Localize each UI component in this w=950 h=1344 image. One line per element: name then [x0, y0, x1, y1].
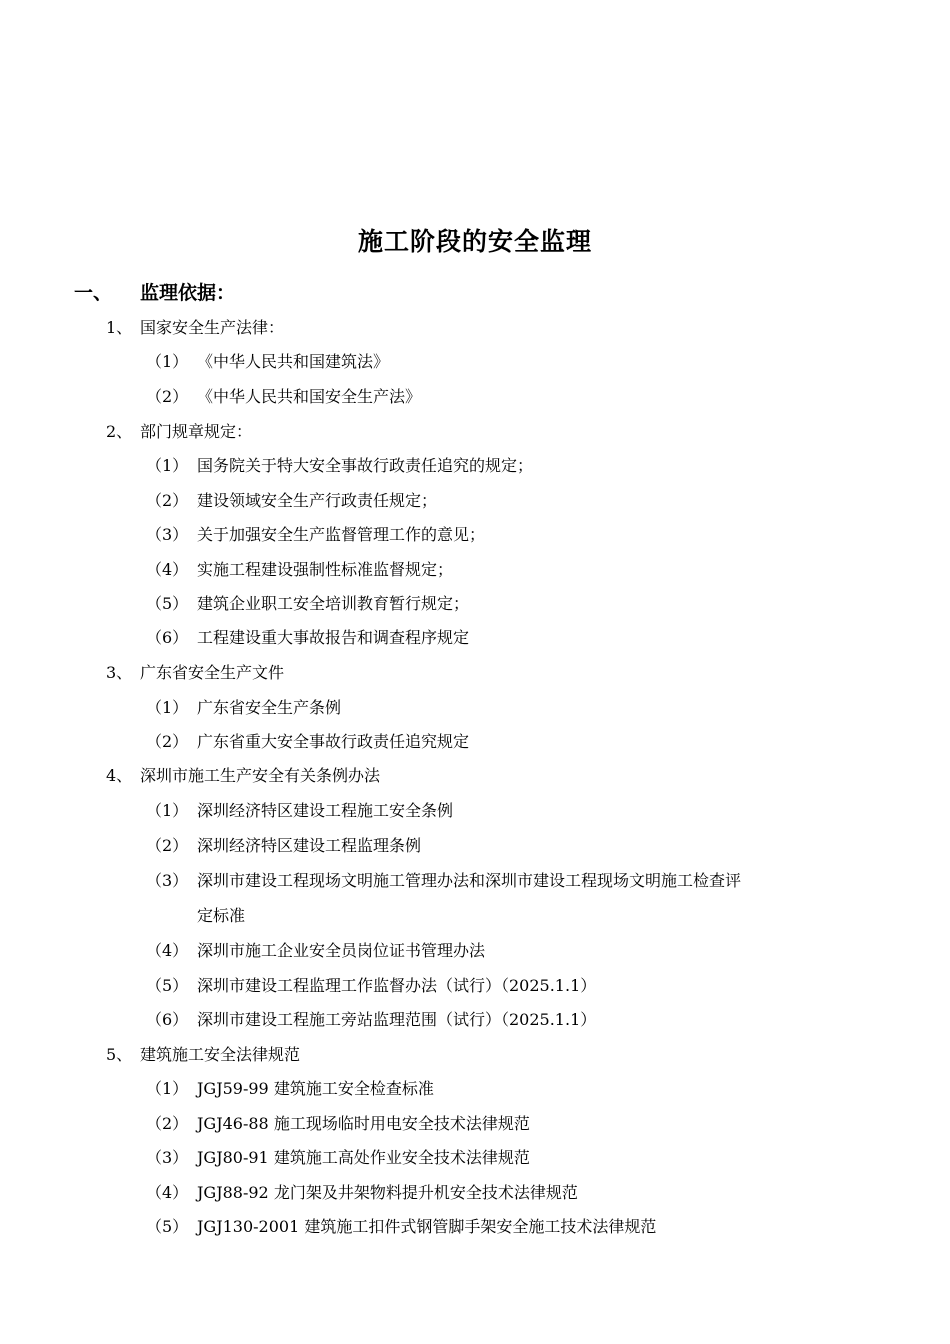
item-text: JGJ88-92 龙门架及井架物料提升机安全技术法律规范	[197, 1183, 578, 1202]
item-text: JGJ130-2001 建筑施工扣件式钢管脚手架安全施工技术法律规范	[197, 1217, 657, 1236]
item-number: （1）	[146, 352, 189, 371]
item-text: 广东省安全生产条例	[197, 698, 342, 717]
item-number: （2）	[146, 1114, 189, 1133]
group-number: 2、	[106, 422, 133, 441]
item-text: 国务院关于特大安全事故行政责任追究的规定；	[197, 456, 534, 475]
item-number: （1）	[146, 456, 189, 475]
group-label: 建筑施工安全法律规范	[140, 1045, 301, 1064]
item-text: 深圳市建设工程施工旁站监理范围（试行）（2025.1.1）	[197, 1010, 597, 1029]
item-number: （1）	[146, 1079, 189, 1098]
item-number: （3）	[146, 871, 189, 890]
group-label: 广东省安全生产文件	[140, 663, 285, 682]
item-text: 深圳市建设工程现场文明施工管理办法和深圳市建设工程现场文明施工检查评	[197, 871, 742, 890]
page-title: 施工阶段的安全监理	[357, 227, 592, 256]
item-number: （5）	[146, 594, 189, 613]
item-number: （1）	[146, 698, 189, 717]
item-text-continuation: 定标准	[197, 906, 246, 925]
item-number: （3）	[146, 525, 189, 544]
item-text: 深圳经济特区建设工程监理条例	[197, 836, 422, 855]
item-text: 《中华人民共和国建筑法》	[197, 352, 390, 371]
group-number: 3、	[106, 663, 133, 682]
group-number: 1、	[106, 318, 133, 337]
item-number: （4）	[146, 941, 189, 960]
item-text: 《中华人民共和国安全生产法》	[197, 387, 422, 406]
item-text: 深圳市施工企业安全员岗位证书管理办法	[197, 941, 486, 960]
item-number: （6）	[146, 1010, 189, 1029]
item-number: （2）	[146, 732, 189, 751]
item-text: 深圳市建设工程监理工作监督办法（试行）（2025.1.1）	[197, 976, 597, 995]
item-number: （6）	[146, 628, 189, 647]
section-label: 监理依据：	[140, 282, 236, 304]
item-number: （2）	[146, 491, 189, 510]
item-text: 关于加强安全生产监督管理工作的意见；	[197, 525, 486, 544]
group-number: 5、	[106, 1045, 133, 1064]
item-text: 建筑企业职工安全培训教育暂行规定；	[197, 594, 470, 613]
section-number: 一、	[74, 282, 113, 304]
group-label: 部门规章规定：	[140, 422, 253, 441]
item-number: （4）	[146, 560, 189, 579]
item-text: JGJ59-99 建筑施工安全检查标准	[197, 1079, 434, 1098]
item-number: （2）	[146, 387, 189, 406]
item-text: JGJ46-88 施工现场临时用电安全技术法律规范	[197, 1114, 530, 1133]
item-number: （4）	[146, 1183, 189, 1202]
item-number: （5）	[146, 1217, 189, 1236]
item-number: （5）	[146, 976, 189, 995]
item-text: 深圳经济特区建设工程施工安全条例	[197, 801, 454, 820]
item-text: 实施工程建设强制性标准监督规定；	[197, 560, 454, 579]
item-number: （2）	[146, 836, 189, 855]
group-label: 国家安全生产法律：	[140, 318, 285, 337]
item-text: 广东省重大安全事故行政责任追究规定	[197, 732, 470, 751]
section-heading	[74, 279, 235, 307]
item-text: 建设领域安全生产行政责任规定；	[197, 491, 438, 510]
item-text: JGJ80-91 建筑施工高处作业安全技术法律规范	[197, 1148, 530, 1167]
item-text: 工程建设重大事故报告和调查程序规定	[197, 628, 470, 647]
item-number: （3）	[146, 1148, 189, 1167]
group-number: 4、	[106, 766, 133, 785]
group-label: 深圳市施工生产安全有关条例办法	[140, 766, 381, 785]
item-number: （1）	[146, 801, 189, 820]
